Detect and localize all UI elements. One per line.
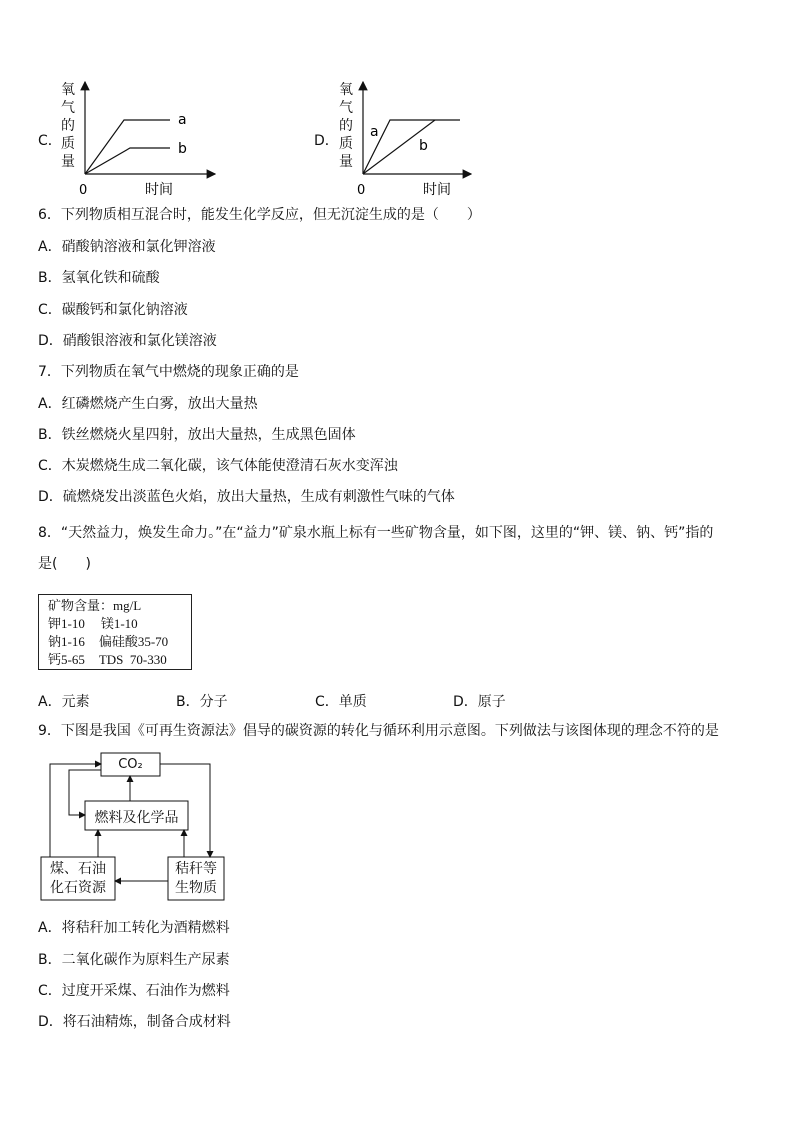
graph-d-plot <box>308 78 478 202</box>
q8-stem-line1: 8．“天然益力，焕发生命力。”在“益力”矿泉水瓶上标有一些矿物含量，如下图，这里的“钾、镁、钠、钙”指的 <box>38 525 714 541</box>
q6-stem: 6．下列物质相互混合时，能发生化学反应，但无沉淀生成的是（ ） <box>38 207 481 223</box>
q9-option-b: B．二氧化碳作为原料生产尿素 <box>38 952 230 968</box>
fossil-label-line1: 煤、石油 <box>50 861 106 877</box>
graph-c-line-b <box>85 148 170 174</box>
straw-label-line1: 秸秆等 <box>175 861 217 877</box>
q6-option-b: B．氢氧化铁和硫酸 <box>38 270 160 286</box>
q6-option-d: D．硝酸银溶液和氯化镁溶液 <box>38 333 217 349</box>
q8-option-c: C．单质 <box>315 694 367 710</box>
graph-d-xlabel: 时间 <box>423 182 451 198</box>
q7-option-d: D．硫燃烧发出淡蓝色火焰，放出大量热，生成有刺激性气味的气体 <box>38 489 455 505</box>
graph-d-ylabel-char: 的 <box>339 118 353 134</box>
graph-d-label: D． <box>314 133 339 149</box>
graph-d-ylabel-char: 量 <box>339 154 353 170</box>
carbon-cycle-diagram <box>36 750 236 910</box>
q8-stem-line2: 是( ) <box>38 556 91 572</box>
q7-option-c: C．木炭燃烧生成二氧化碳，该气体能使澄清石灰水变浑浊 <box>38 458 398 474</box>
graph-c-label: C． <box>38 133 62 149</box>
graph-c <box>30 78 220 202</box>
graph-c-ylabel-char: 气 <box>61 100 75 116</box>
q6-option-c: C．碳酸钙和氯化钠溶液 <box>38 302 188 318</box>
graph-d-label-a: a <box>370 124 379 140</box>
q7-stem: 7．下列物质在氧气中燃烧的现象正确的是 <box>38 364 299 380</box>
mineral-cell: 镁1-10 <box>100 616 138 631</box>
q8-option-a: A．元素 <box>38 694 90 710</box>
fossil-label-line2: 化石资源 <box>50 880 106 896</box>
graph-d-ylabel-char: 氧 <box>339 82 353 98</box>
graph-d-ylabel-char: 气 <box>339 100 353 116</box>
mineral-cell: 钙5-65 <box>48 652 85 667</box>
mineral-table-row <box>48 615 191 633</box>
graph-d-origin: 0 <box>357 183 366 198</box>
graph-c-origin: 0 <box>79 183 88 198</box>
graph-c-ylabel-char: 量 <box>61 154 75 170</box>
graph-c-label-a: a <box>178 112 187 128</box>
q8-option-b: B．分子 <box>176 694 228 710</box>
mineral-cell: 偏硅酸35-70 <box>98 634 169 649</box>
mineral-cell: TDS 70-330 <box>98 652 167 667</box>
mineral-cell: 钠1-16 <box>48 634 85 649</box>
q7-option-a: A．红磷燃烧产生白雾，放出大量热 <box>38 396 258 412</box>
graph-c-ylabel-char: 质 <box>61 136 75 152</box>
mineral-table-header: 矿物含量：mg/L <box>48 598 142 613</box>
straw-label-line2: 生物质 <box>175 880 217 896</box>
graph-c-plot <box>30 78 220 202</box>
graph-c-xlabel: 时间 <box>145 182 173 198</box>
mineral-cell: 钾1-10 <box>48 616 85 631</box>
straw-label <box>168 860 224 898</box>
mineral-table-row <box>48 633 191 651</box>
graph-d-label-b: b <box>419 138 428 154</box>
graph-c-label-b: b <box>178 141 187 157</box>
graph-c-ylabel-char: 的 <box>61 118 75 134</box>
graph-d <box>308 78 478 202</box>
q6-option-a: A．硝酸钠溶液和氯化钾溶液 <box>38 239 216 255</box>
graph-c-ylabel-char: 氧 <box>61 82 75 98</box>
q9-option-a: A．将秸秆加工转化为酒精燃料 <box>38 920 230 936</box>
mineral-table-row <box>48 651 191 669</box>
fossil-label <box>41 860 115 898</box>
co2-label: CO₂ <box>118 757 143 772</box>
q8-option-d: D．原子 <box>453 694 506 710</box>
fuel-label: 燃料及化学品 <box>94 810 179 826</box>
graph-c-line-a <box>85 120 170 174</box>
q9-option-d: D．将石油精炼，制备合成材料 <box>38 1014 231 1030</box>
q7-option-b: B．铁丝燃烧火星四射，放出大量热，生成黑色固体 <box>38 427 356 443</box>
mineral-content-table <box>38 594 192 670</box>
q9-stem: 9．下图是我国《可再生资源法》倡导的碳资源的转化与循环利用示意图。下列做法与该图体现的理念不符的是 <box>38 723 719 739</box>
graph-d-ylabel-char: 质 <box>339 136 353 152</box>
q9-option-c: C．过度开采煤、石油作为燃料 <box>38 983 230 999</box>
